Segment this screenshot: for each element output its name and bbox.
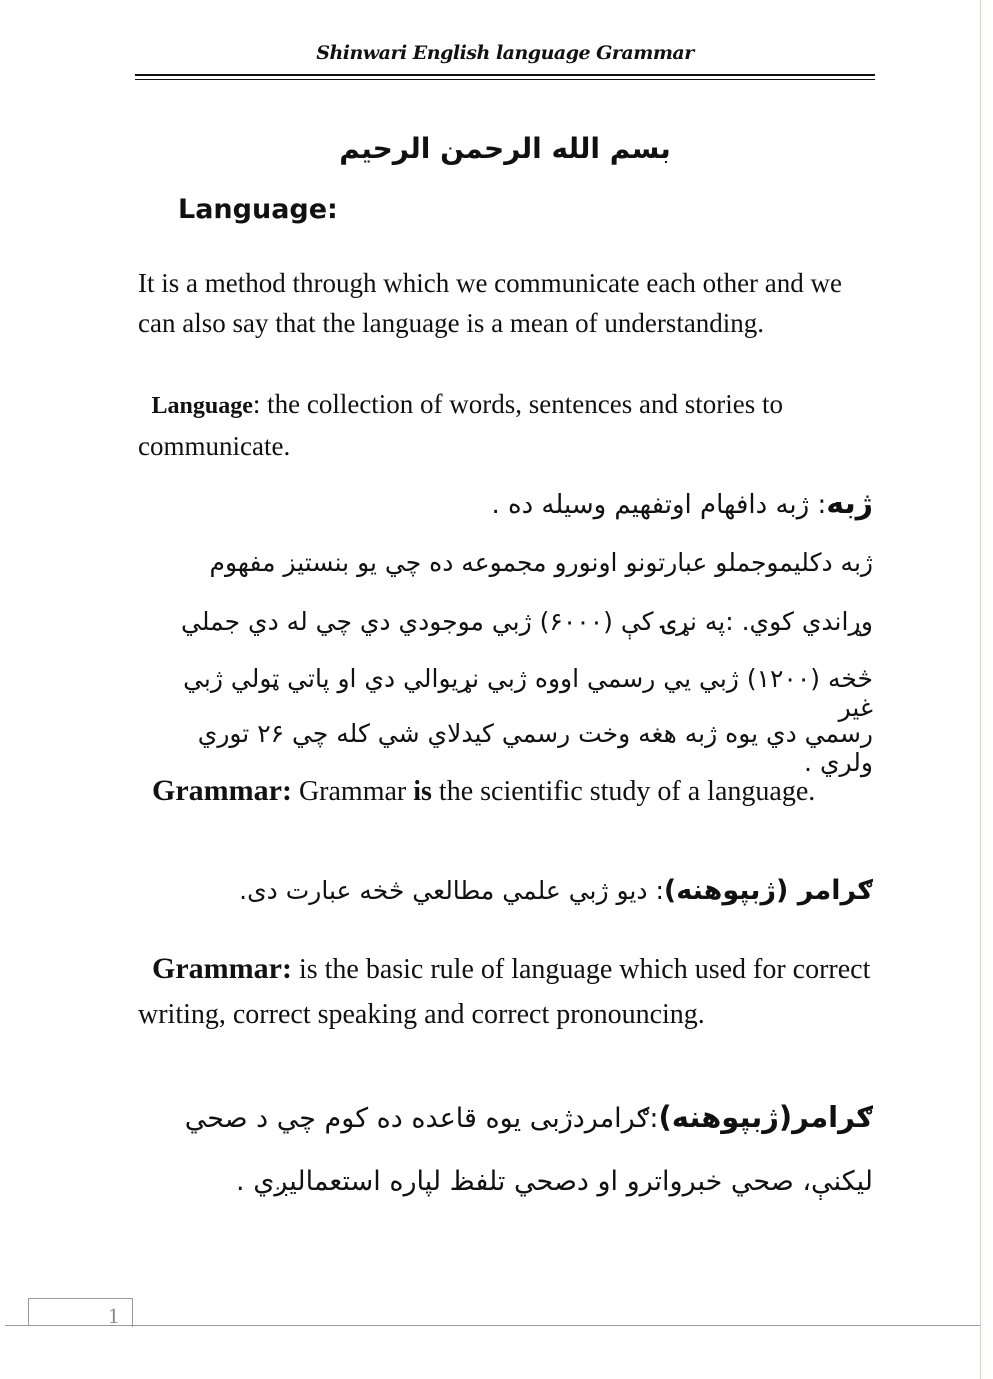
- pashto-grammar-definition-2: [173, 1100, 873, 1134]
- header-rule-thick: [135, 74, 875, 76]
- pashto-paragraph-line-1: ژبه دكليموجملو عبارتونو اونورو مجموعه ده چي يو بنستيز مفهوم: [209, 548, 873, 577]
- language-definition: [138, 384, 878, 466]
- page-number: 1: [108, 1303, 119, 1328]
- pashto-grammar-definition-1: [173, 875, 873, 906]
- language-paragraph: It is a method through which we communicate each other and we can also say that the language is a mean of understanding.: [138, 268, 843, 338]
- page-margin-line: [980, 0, 981, 1379]
- language-label: Language: [151, 393, 253, 419]
- grammar-text-1-bold: is: [413, 776, 432, 807]
- grammar-paragraph-1: [138, 768, 878, 814]
- grammar-text-2: is the basic rule of language which used for correct writing, correct speaking and correct pronouncing.: [138, 954, 871, 1030]
- grammar-paragraph-2: [138, 946, 878, 1037]
- grammar-text-1a: Grammar: [291, 776, 414, 807]
- pashto-grammar-label-2: ګرامر(ژبپوهنه): [658, 1100, 873, 1134]
- header-title: Shinwari English language Grammar: [316, 42, 694, 64]
- pashto-paragraph-line-3: څخه (۱۲۰۰) ژبي يي رسمي اووه ژبي نړيوالي دي او پاتي ټولي ژبي غير: [183, 664, 873, 722]
- basmala: بسم الله الرحمن الرحيم: [339, 132, 671, 165]
- pashto-paragraph-line-4: رسمي دي يوه ژبه هغه وخت رسمي كيدلاي شي كله چي ۲۶ توري ولري .: [197, 719, 873, 777]
- pashto-grammar-text-2: :ګرامردژبی يوه قاعده ده كوم چي د صحي: [184, 1103, 659, 1134]
- pashto-language-definition: [173, 486, 873, 521]
- grammar-text-1b: the scientific study of a language.: [431, 776, 816, 807]
- pashto-grammar-label-1: ګرامر (ژبپوهنه): [663, 875, 873, 906]
- pashto-grammar-text-2-line-2: ليكنې، صحي خبرواترو او دصحي تلفظ لپاره استعماليږي .: [236, 1166, 873, 1197]
- footer-rule: [5, 1325, 980, 1326]
- pashto-paragraph-line-2: وړاندي كوي. :په نړۍ كې (۶۰۰۰) ژبي موجودي دي چي له دي جملي: [181, 607, 873, 636]
- language-heading: Language:: [178, 194, 338, 225]
- language-definition-text: : the collection of words, sentences and stories to communicate.: [138, 389, 783, 461]
- header-rule-thin: [135, 79, 875, 80]
- pashto-language-text: : ژبه دافهام اوتفهيم وسيله ده .: [491, 490, 827, 520]
- pashto-language-label: ژبه: [826, 486, 873, 521]
- grammar-label-2: Grammar:: [152, 952, 292, 985]
- running-header: [135, 42, 875, 64]
- footer-box-edge: [28, 1298, 29, 1326]
- pashto-grammar-text-1: : ديو ژبي علمي مطالعي څخه عبارت دی.: [239, 876, 664, 905]
- grammar-label-1: Grammar:: [152, 774, 292, 807]
